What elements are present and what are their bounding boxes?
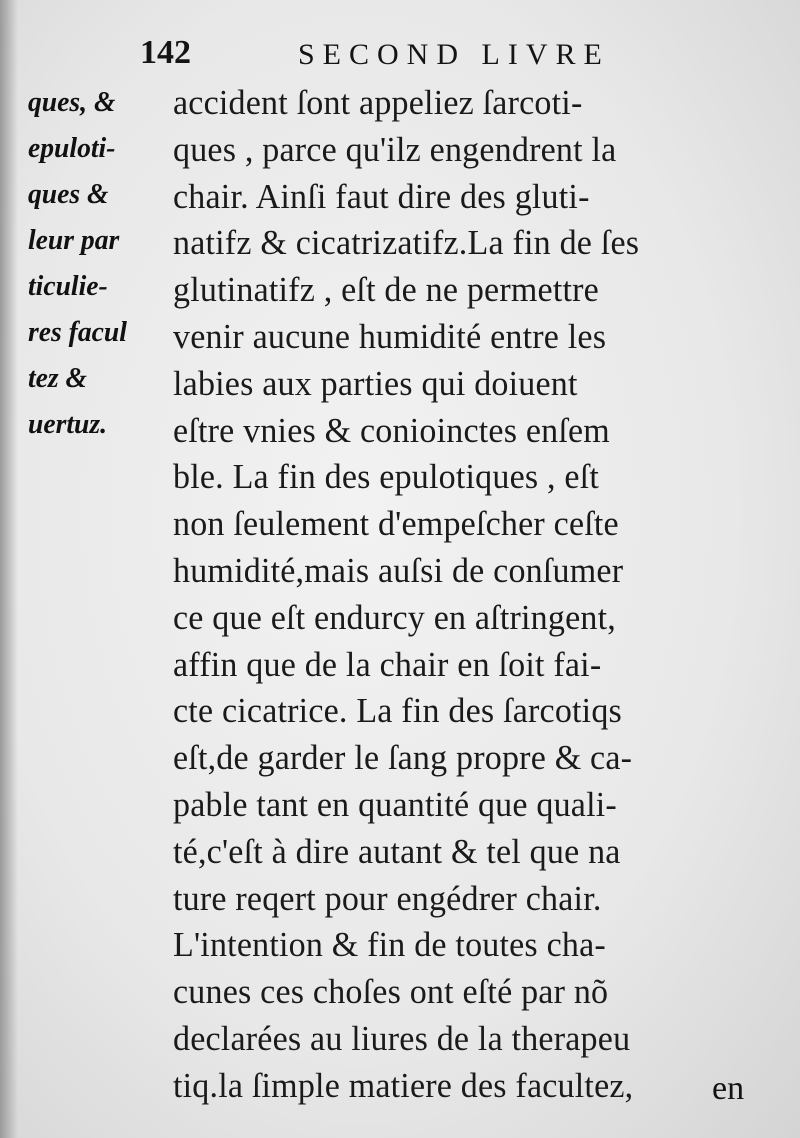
text-line: té,c'eſt à dire autant & tel que na	[173, 832, 621, 871]
margin-note-line: res facul	[28, 317, 127, 348]
text-line: labies aux parties qui doiuent	[173, 364, 578, 403]
text-line: humidité,mais auſsi de conſumer	[173, 551, 624, 590]
text-line: ce que eſt endurcy en aſtringent,	[173, 598, 616, 637]
running-title: SECOND LIVRE	[298, 38, 610, 71]
text-line: eſt,de garder le ſang propre & ca-	[173, 739, 633, 778]
text-line: non ſeulement d'empeſcher ceſte	[173, 505, 619, 544]
text-line: cunes ces choſes ont eſté par nõ	[173, 973, 609, 1012]
text-line: accident ſont appeliez ſarcoti-	[173, 84, 583, 122]
text-line: cte cicatrice. La fin des ſarcotiqs	[173, 692, 622, 731]
page-number: 142	[140, 34, 191, 71]
margin-note	[28, 80, 168, 448]
text-line: glutinatifz , eſt de ne permettre	[173, 271, 599, 310]
text-line: ble. La fin des epulotiques , eſt	[173, 458, 600, 497]
text-line: L'intention & fin de toutes cha-	[173, 926, 606, 965]
body-text	[173, 80, 753, 1110]
margin-note-line: uertuz.	[28, 409, 108, 440]
margin-note-line: ticulie-	[28, 271, 108, 302]
page-header	[140, 30, 700, 74]
text-line: pable tant en quantité que quali-	[173, 785, 617, 824]
margin-note-line: ques, &	[28, 87, 116, 118]
text-line: natifz & cicatrizatifz.La fin de ſes	[173, 224, 640, 263]
margin-note-line: epuloti-	[28, 133, 116, 164]
margin-note-line: ques &	[28, 179, 109, 210]
text-line: chair. Ainſi faut dire des gluti-	[173, 177, 590, 216]
text-line: declarées au liures de la therapeu	[173, 1019, 631, 1058]
margin-note-line: leur par	[28, 225, 120, 256]
text-line: ques , parce qu'ilz engendrent la	[173, 130, 617, 169]
text-line: eſtre vnies & conioinctes enſem	[173, 411, 610, 450]
text-line: affin que de la chair en ſoit fai-	[173, 645, 602, 684]
margin-note-line: tez &	[28, 363, 88, 394]
catchword: en	[712, 1070, 745, 1107]
text-line: venir aucune humidité entre les	[173, 317, 607, 356]
spine-shadow	[0, 0, 18, 1138]
text-line: ture reqert pour engédrer chair.	[173, 879, 602, 918]
text-line: tiq.la ſimple matiere des facultez,	[173, 1066, 634, 1105]
